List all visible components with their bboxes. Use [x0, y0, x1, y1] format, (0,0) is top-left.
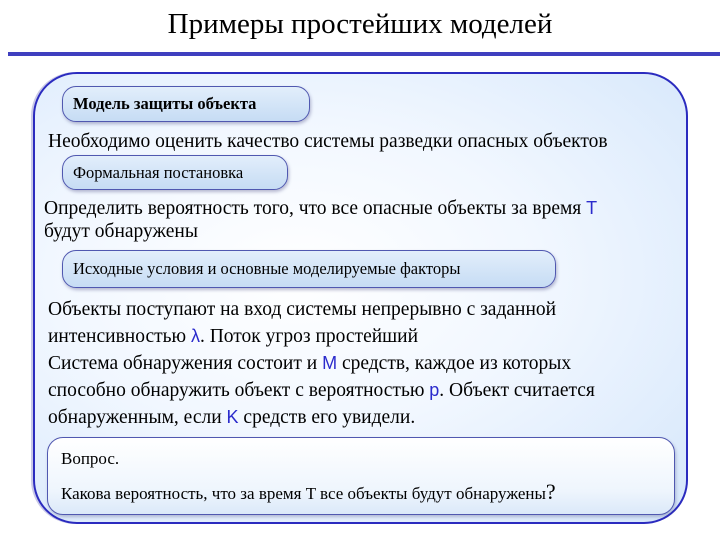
- conditions-line-5-post: средств его увидели.: [238, 407, 416, 428]
- section-label-protection-model: Модель защиты объекта: [62, 86, 310, 122]
- initial-conditions-text: [48, 296, 595, 431]
- variable-p: p: [429, 380, 440, 400]
- question-box: [47, 437, 675, 515]
- question-text: Какова вероятность, что за время T все объекты будут обнаружены: [61, 484, 546, 503]
- conditions-line-1: Объекты поступают на вход системы непрерывно с заданной: [48, 299, 557, 320]
- conditions-line-5: [48, 404, 595, 431]
- conditions-line-2-post: . Поток угроз простейший: [199, 326, 419, 347]
- question-mark: ?: [545, 479, 556, 504]
- conditions-line-5-pre: обнаруженным, если: [48, 407, 227, 428]
- variable-M: M: [322, 353, 338, 373]
- section-text-task: Необходимо оценить качество системы разведки опасных объектов: [48, 131, 608, 152]
- conditions-line-3-pre: Система обнаружения состоит и: [48, 353, 323, 374]
- title-divider: [8, 52, 720, 56]
- conditions-line-3-post: средств, каждое из которых: [337, 353, 572, 374]
- section-label-initial-conditions: Исходные условия и основные моделируемые факторы: [62, 250, 556, 288]
- conditions-line-3: [48, 350, 595, 377]
- variable-T: T: [586, 198, 598, 218]
- conditions-line-2: [48, 323, 595, 350]
- conditions-line-4-post: . Объект считается: [439, 380, 595, 401]
- conditions-line-2-pre: интенсивностью: [48, 326, 191, 347]
- section-label-formal-statement: Формальная постановка: [62, 155, 288, 190]
- question-text-line: [61, 479, 556, 505]
- conditions-line-4: [48, 377, 595, 404]
- variable-K: K: [226, 407, 239, 427]
- formal-statement-line-2: будут обнаружены: [44, 221, 198, 242]
- formal-statement-line-1: [44, 196, 597, 221]
- formal-statement-text: Определить вероятность того, что все опасные объекты за время: [44, 198, 587, 219]
- slide-title: Примеры простейших моделей: [167, 8, 553, 40]
- conditions-line-4-pre: способно обнаружить объект с вероятностью: [48, 380, 430, 401]
- question-heading: Вопрос.: [61, 449, 120, 468]
- variable-lambda: λ: [190, 326, 200, 346]
